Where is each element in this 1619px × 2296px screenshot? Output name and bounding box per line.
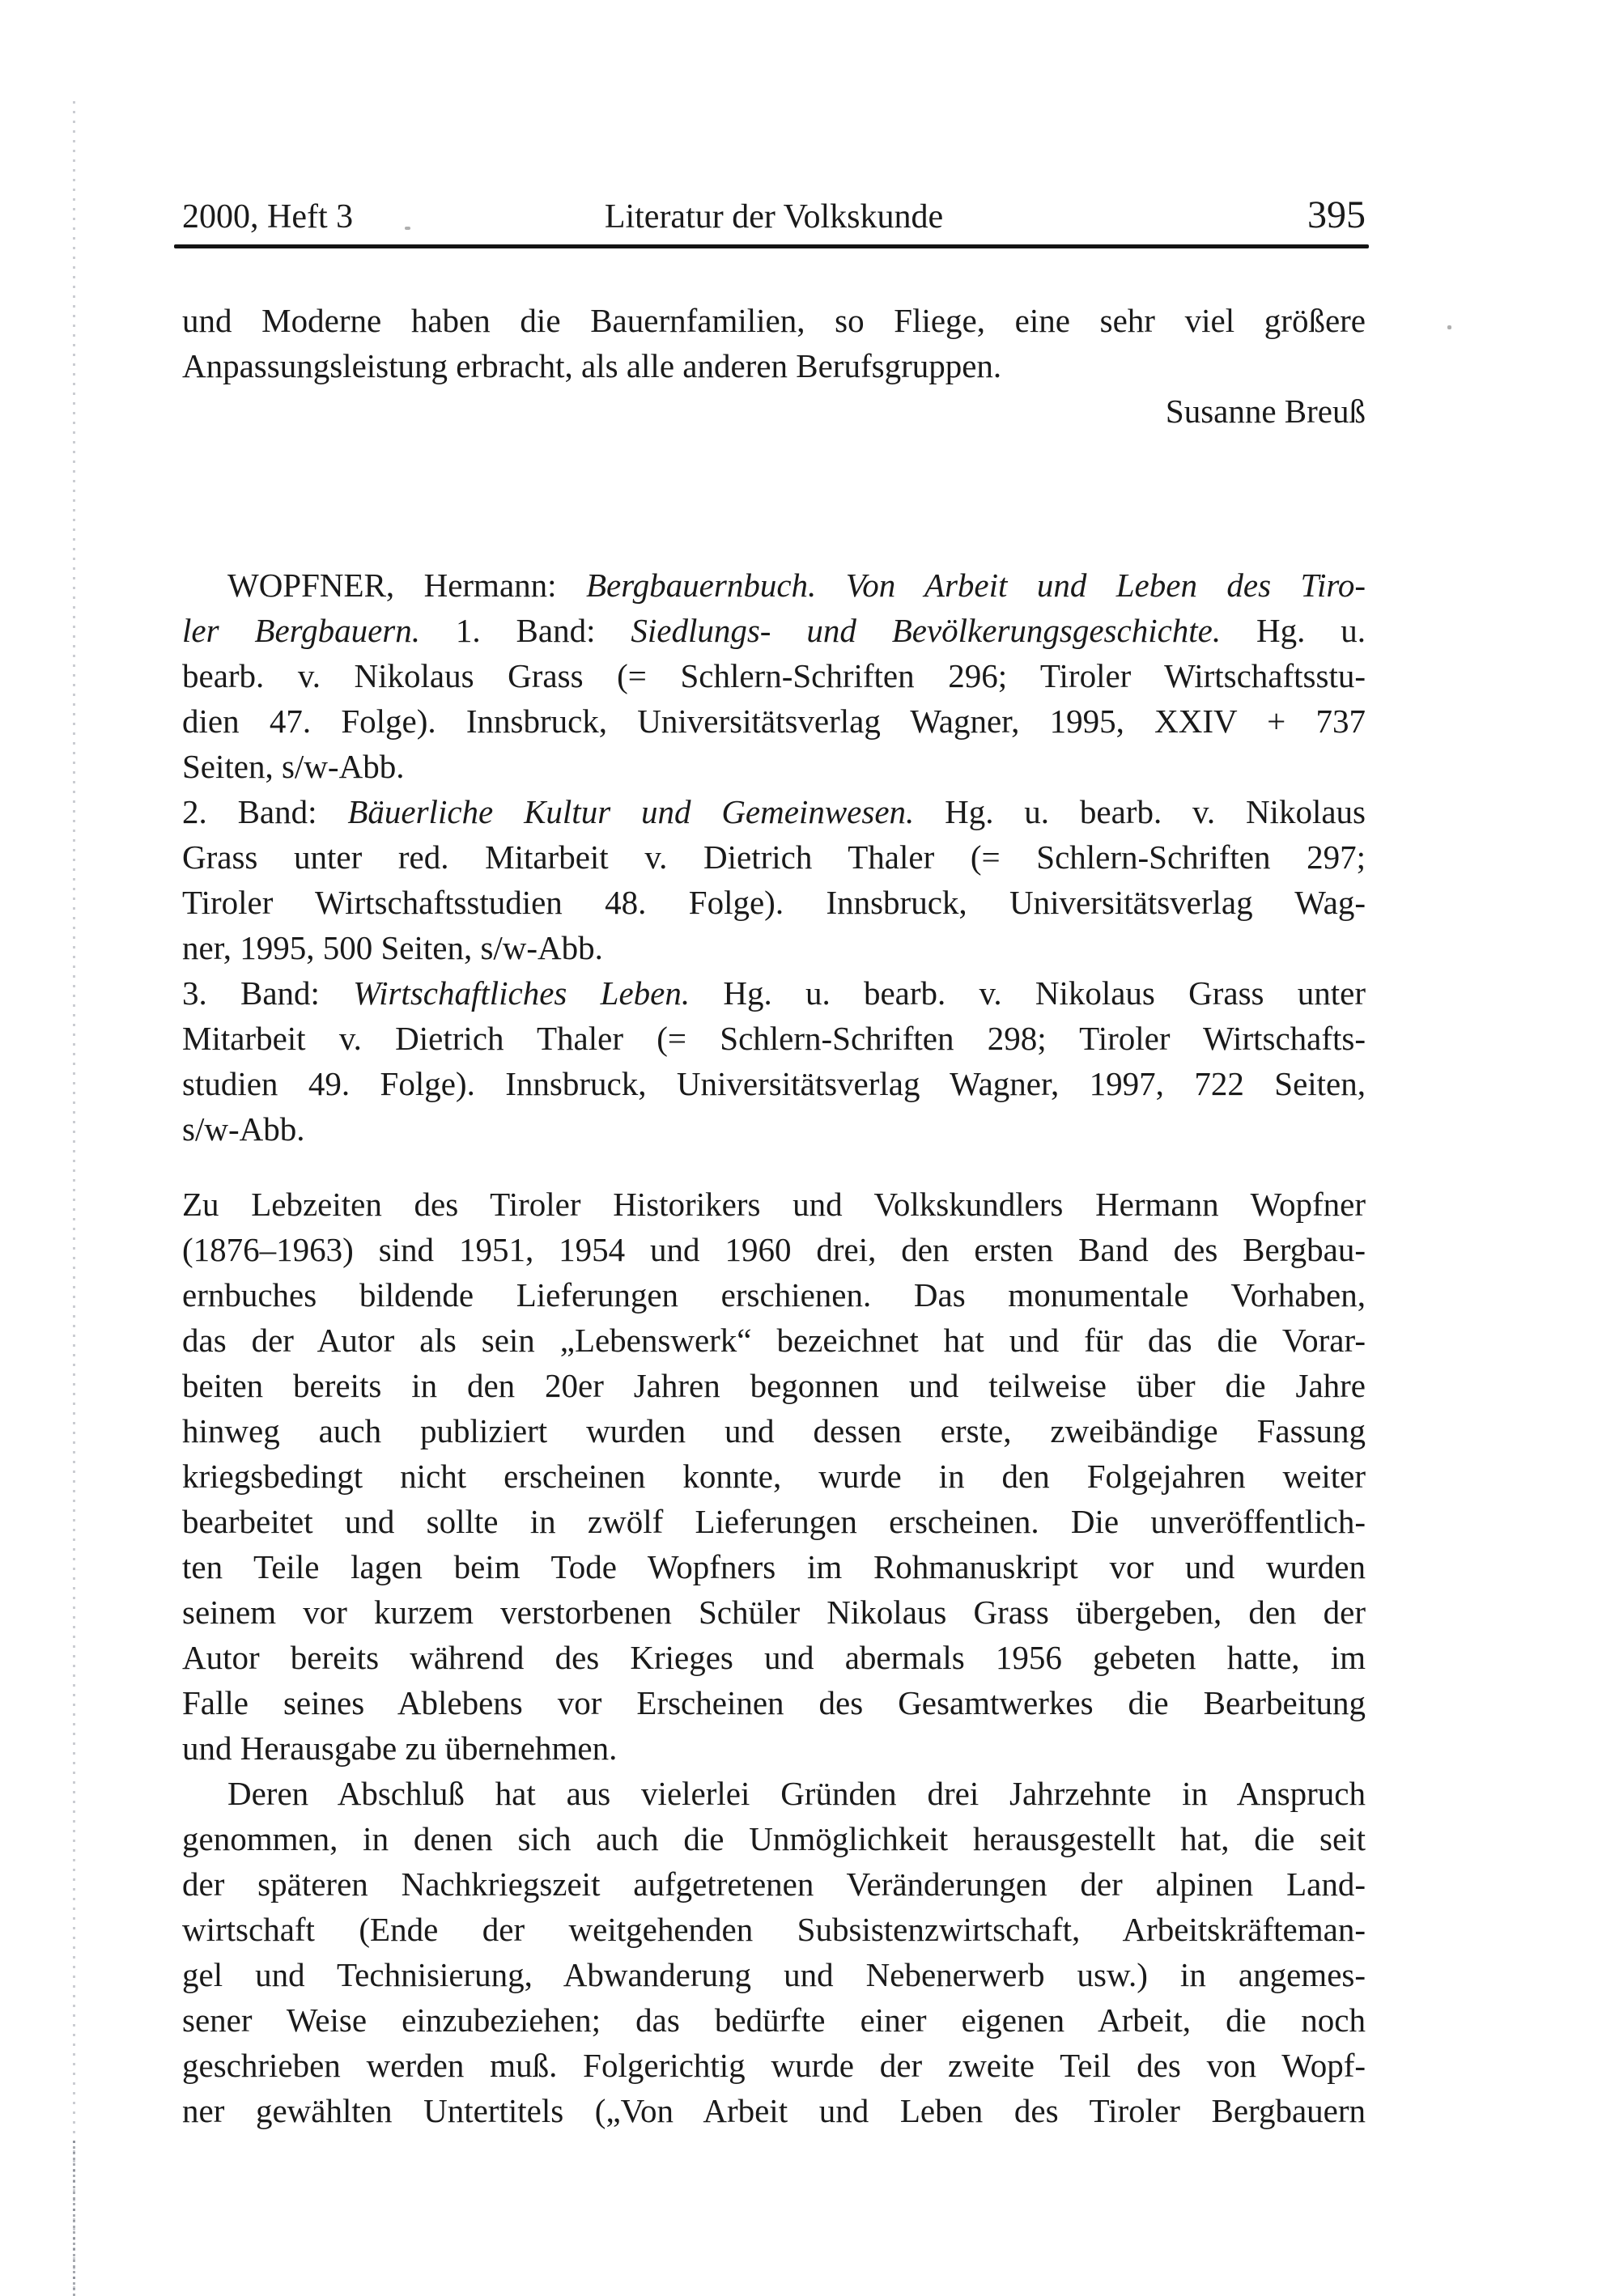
review-text	[182, 1182, 1366, 2133]
text-line: s/w-Abb.	[182, 1110, 305, 1148]
text-line: 3. Band: Wirtschaftliches Leben. Hg. u. bearb. v. Nikolaus Grass unter	[182, 974, 1366, 1012]
text-line: ernbuches bildende Lieferungen erschienen. Das monumentale Vorhaben,	[182, 1276, 1366, 1314]
text-line: kriegsbedingt nicht erscheinen konnte, wurde in den Folgejahren weiter	[182, 1458, 1366, 1495]
text-line: ner, 1995, 500 Seiten, s/w-Abb.	[182, 929, 603, 966]
text-line: Grass unter red. Mitarbeit v. Dietrich Thaler (= Schlern-Schriften 297;	[182, 838, 1366, 876]
bibliography-entry	[182, 562, 1366, 1152]
text-line: ner gewählten Untertitels („Von Arbeit und Leben des Tiroler Bergbauern	[182, 2092, 1366, 2129]
text-line: ten Teile lagen beim Tode Wopfners im Rohmanuskript vor und wurden	[182, 1548, 1366, 1585]
text-line: gel und Technisierung, Abwanderung und Nebenerwerb usw.) in angemes-	[182, 1956, 1366, 1993]
text-line: hinweg auch publiziert wurden und dessen erste, zweibändige Fassung	[182, 1412, 1366, 1449]
text-line: Tiroler Wirtschaftsstudien 48. Folge). Innsbruck, Universitätsverlag Wag-	[182, 884, 1366, 921]
left-margin-scan-dots-bottom	[73, 2141, 75, 2296]
text-line: Autor bereits während des Krieges und abermals 1956 gebeten hatte, im	[182, 1639, 1366, 1676]
text-line: genommen, in denen sich auch die Unmöglichkeit herausgestellt hat, die seit	[182, 1820, 1366, 1857]
intro-lines	[182, 298, 1366, 388]
text-line: der späteren Nachkriegszeit aufgetretenen Veränderungen der alpinen Land-	[182, 1865, 1366, 1903]
text-line: und Herausgabe zu übernehmen.	[182, 1729, 618, 1767]
text-line: bearb. v. Nikolaus Grass (= Schlern-Schriften 296; Tiroler Wirtschaftsstu-	[182, 657, 1366, 694]
header-page-number: 395	[1307, 193, 1366, 236]
scan-speck	[1447, 325, 1451, 329]
text-line: bearbeitet und sollte in zwölf Lieferungen erscheinen. Die unveröffentlich-	[182, 1503, 1366, 1540]
text-line: geschrieben werden muß. Folgerichtig wurde der zweite Teil des von Wopf-	[182, 2047, 1366, 2084]
text-line: sener Weise einzubeziehen; das bedürfte einer eigenen Arbeit, die noch	[182, 2001, 1366, 2039]
header-title: Literatur der Volkskunde	[604, 198, 944, 236]
page-header	[182, 194, 1366, 238]
text-line: Seiten, s/w-Abb.	[182, 748, 405, 785]
header-issue: 2000, Heft 3	[182, 198, 354, 236]
reviewer-signature: Susanne Breuß	[1165, 393, 1366, 430]
text-line: Mitarbeit v. Dietrich Thaler (= Schlern-Schriften 298; Tiroler Wirtschafts-	[182, 1020, 1366, 1057]
text-line: Deren Abschluß hat aus vielerlei Gründen drei Jahrzehnte in Anspruch	[227, 1775, 1366, 1812]
text-line: WOPFNER, Hermann: Bergbauernbuch. Von Arbeit und Leben des Tiro-	[227, 567, 1366, 604]
intro-paragraph	[182, 298, 1366, 434]
text-line: studien 49. Folge). Innsbruck, Universitätsverlag Wagner, 1997, 722 Seiten,	[182, 1065, 1366, 1102]
left-margin-scan-dots	[73, 101, 75, 2296]
text-line: seinem vor kurzem verstorbenen Schüler Nikolaus Grass übergeben, den der	[182, 1594, 1366, 1631]
text-line: (1876–1963) sind 1951, 1954 und 1960 drei, den ersten Band des Bergbau-	[182, 1231, 1366, 1268]
text-line: wirtschaft (Ende der weitgehenden Subsistenzwirtschaft, Arbeitskräfteman-	[182, 1911, 1366, 1948]
header-rule	[174, 244, 1369, 248]
text-line: Anpassungsleistung erbracht, als alle anderen Berufsgruppen.	[182, 347, 1002, 384]
text-line: Zu Lebzeiten des Tiroler Historikers und Volkskundlers Hermann Wopfner	[182, 1186, 1366, 1223]
text-line: das der Autor als sein „Lebenswerk“ bezeichnet hat und für das die Vorar-	[182, 1322, 1366, 1359]
text-line: 2. Band: Bäuerliche Kultur und Gemeinwesen. Hg. u. bearb. v. Nikolaus	[182, 793, 1366, 830]
text-line: ler Bergbauern. 1. Band: Siedlungs- und Bevölkerungsgeschichte. Hg. u.	[182, 612, 1366, 649]
text-line: beiten bereits in den 20er Jahren begonnen und teilweise über die Jahre	[182, 1367, 1366, 1404]
text-line: dien 47. Folge). Innsbruck, Universitätsverlag Wagner, 1995, XXIV + 737	[182, 702, 1366, 740]
text-line: und Moderne haben die Bauernfamilien, so Fliege, eine sehr viel größere	[182, 302, 1366, 339]
text-line: Falle seines Ablebens vor Erscheinen des Gesamtwerkes die Bearbeitung	[182, 1684, 1366, 1721]
